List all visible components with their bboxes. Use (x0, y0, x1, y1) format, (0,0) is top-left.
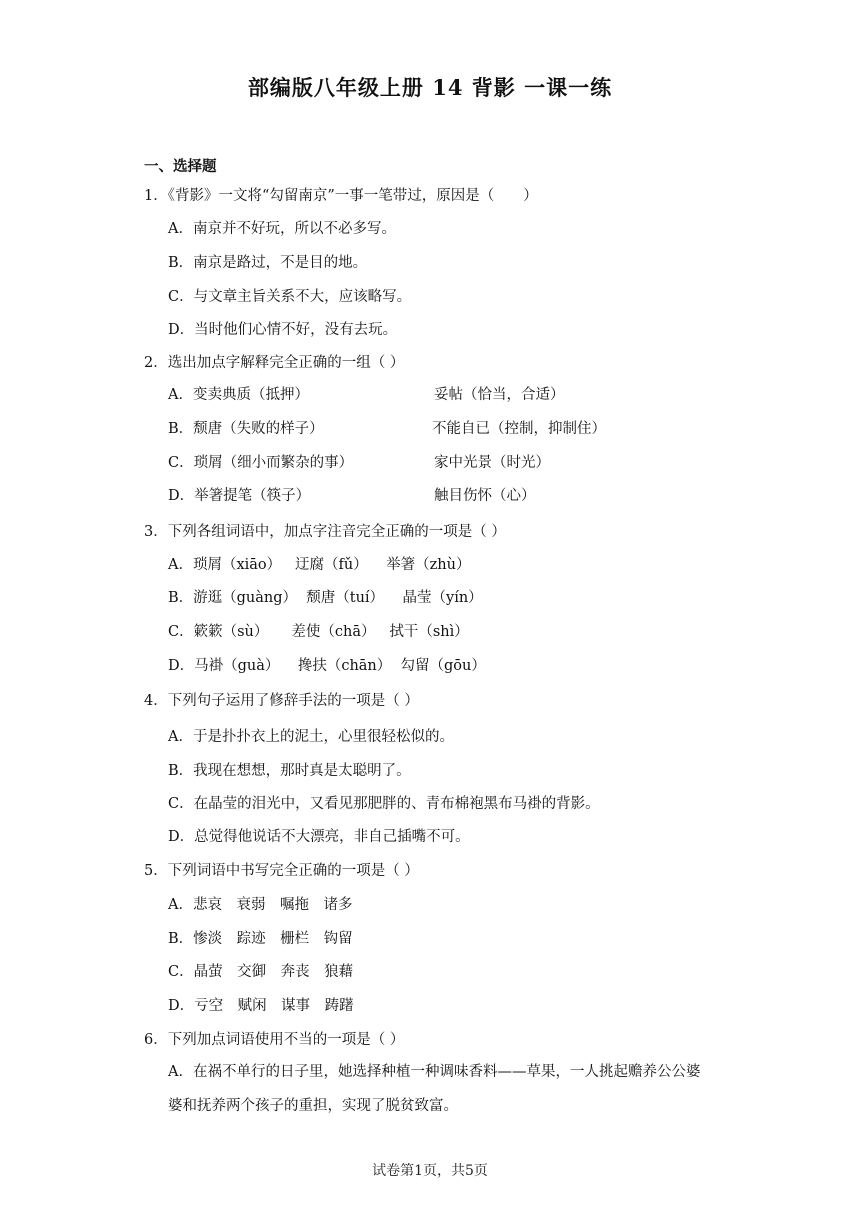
question-3-option-a: A．琐屑（xiāo） 迂腐（fǔ） 举箸（zhù） (168, 557, 471, 573)
question-6-option-a-line1: A．在祸不单行的日子里，她选择种植一种调味香料——草果，一人挑起赡养公公婆 (168, 1064, 701, 1080)
question-5-option-d: D．亏空 赋闲 谋事 踌躇 (168, 998, 354, 1014)
question-4-stem: 4．下列句子运用了修辞手法的一项是（ ） (144, 693, 419, 709)
question-2-option-b: B．颓唐（失败的样子） (168, 421, 324, 437)
question-2-stem: 2．选出加点字解释完全正确的一组（ ） (144, 355, 405, 371)
question-2-option-c: C．琐屑（细小而繁杂的事） (168, 455, 354, 471)
page-title: 部编版八年级上册 14 背影 一课一练 (247, 75, 613, 100)
question-2-option-a: A．变卖典质（抵押） (168, 387, 309, 403)
question-3-option-c: C．簌簌（sù） 差使（chā） 拭干（shì） (168, 624, 469, 640)
question-4-option-d: D．总觉得他说话不大漂亮，非自己插嘴不可。 (168, 829, 470, 845)
question-1-option-a: A．南京并不好玩，所以不必多写。 (168, 221, 396, 237)
question-3-option-b: B．游逛（guàng） 颓唐（tuí） 晶莹（yín） (168, 590, 483, 606)
question-2-option-d-second: 触目伤怀（心） (434, 488, 536, 504)
question-4-option-c: C．在晶莹的泪光中，又看见那肥胖的、青布棉袍黑布马褂的背影。 (168, 796, 600, 812)
section-heading: 一、选择题 (144, 158, 217, 175)
question-5-option-c: C．晶萤 交御 奔丧 狼藉 (168, 964, 354, 980)
question-5-stem: 5．下列词语中书写完全正确的一项是（ ） (144, 863, 419, 879)
question-6-option-a-line2: 婆和抚养两个孩子的重担，实现了脱贫致富。 (168, 1098, 458, 1114)
question-2-option-b-second: 不能自已（控制，抑制住） (432, 421, 606, 437)
question-2-option-d: D．举箸提笔（筷子） (168, 488, 311, 504)
question-6-stem: 6．下列加点词语使用不当的一项是（ ） (144, 1032, 405, 1048)
question-4-option-b: B．我现在想想，那时真是太聪明了。 (168, 763, 411, 779)
question-1-option-c: C．与文章主旨关系不大，应该略写。 (168, 289, 412, 305)
question-3-option-d: D．马褂（guà） 搀扶（chān） 勾留（gōu） (168, 658, 486, 674)
question-2-option-c-second: 家中光景（时光） (434, 455, 550, 471)
question-5-option-a: A．悲哀 衰弱 嘱拖 诸多 (168, 897, 353, 913)
question-1-stem: 1．《背影》一文将“勾留南京”一事一笔带过，原因是（ ） (144, 188, 538, 204)
question-1-option-b: B．南京是路过，不是目的地。 (168, 255, 368, 271)
question-4-option-a: A．于是扑扑衣上的泥土，心里很轻松似的。 (168, 729, 454, 745)
question-5-option-b: B．惨淡 踪迹 栅栏 钩留 (168, 931, 353, 947)
page-footer: 试卷第1页，共5页 (372, 1163, 488, 1179)
question-2-option-a-second: 妥帖（恰当，合适） (434, 387, 565, 403)
question-3-stem: 3．下列各组词语中，加点字注音完全正确的一项是（ ） (144, 524, 506, 540)
question-1-option-d: D．当时他们心情不好，没有去玩。 (168, 322, 398, 338)
